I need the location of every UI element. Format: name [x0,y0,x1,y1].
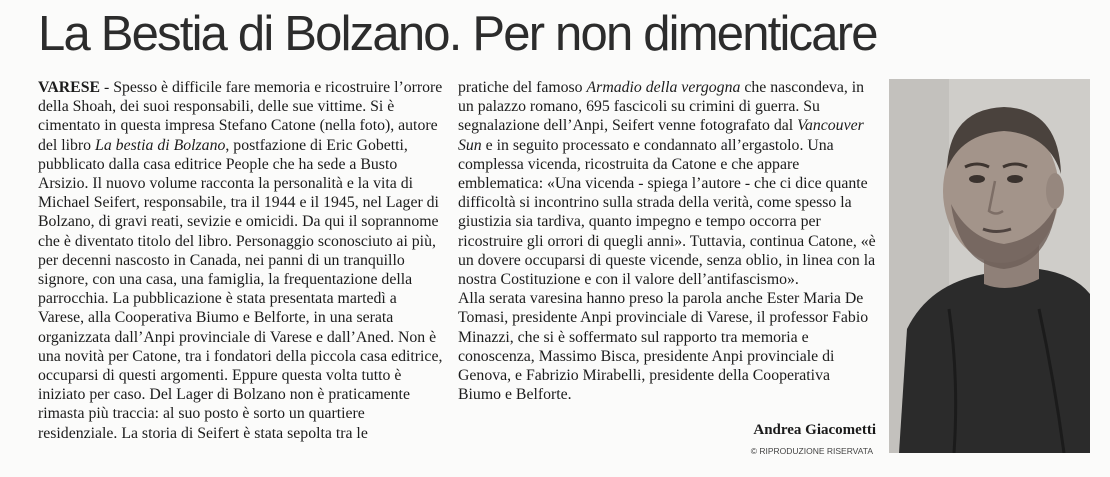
portrait-illustration [889,79,1090,453]
article-text: che nascondeva, in un palazzo romano, 695 fascicoli su crimini di guerra. Su segnalazione dell’Anpi, Seifert venne fotografato dal [458,79,865,135]
article-paragraph [38,78,445,443]
article-paragraph: Alla serata varesina hanno preso la parola anche Ester Maria De Tomasi, presidente Anpi provinciale di Varese, il professor Fabio Minazzi, che si è soffermato sul rapporto tra memoria e conoscenza, Massimo Bisca, presidente Anpi provinciale di Genova, e Fabrizio Mirabelli, presidente della Cooperativa Biumo e Belforte. [458,290,869,404]
dateline: VARESE [38,79,101,96]
book-title: La bestia di Bolzano [95,136,226,154]
eye [1007,175,1023,183]
article-column-left [38,78,445,443]
article-text: e in seguito processato e condannato all’ergastolo. Una complessa vicenda, ricostruita da Catone e che appare emblematica: «Una vicenda - spiega l’autore - che ci dice quante difficoltà si incontrino sulla strada della verità, come spesso la giustizia sia tardiva, quanto impegno e tempo occorra per ricostruire gli orrori di quegli anni». Tuttavia, continua Catone, «è un dovere occuparsi di queste vicende, senza oblio, in linea con la nostra Costituzione e con il valore dell’antifascismo». [458,136,876,289]
armadio-title: Armadio della vergogna [586,79,741,96]
newspaper-title: Vancouver Sun [458,117,864,154]
article-text: , postfazione di Eric Gobetti, pubblicato dalla casa editrice People che ha sede a Busto Arsizio. Il nuovo volume racconta la personalità e la vita di Michael Seifert, responsabile, tra il 1944 e il 1945, nel Lager di Bolzano, di gravi reati, sevizie e omicidi. Da qui il soprannome che è diventato titolo del libro. Personaggio sconosciuto ai più, per decenni nascosto in Canada, nei panni di un tranquillo signore, con una casa, una famiglia, la frequentazione della parrocchia. La pubblicazione è stata presentata martedì a Varese, alla Cooperativa Biumo e Belforte, in una serata organizzata dall’Anpi provinciale di Varese e dall’Aned. Non è una novità per Catone, tra i fondatori della piccola casa editrice, occuparsi di questi argomenti. Eppure questa volta tutto è iniziato per caso. Del Lager di Bolzano non è praticamente rimasta più traccia: al suo posto è sorto un quartiere residenziale. La storia di Seifert è stata sepolta tra le [38,136,443,442]
article-text: pratiche del famoso [458,79,587,96]
article-text: - Spesso è difficile fare memoria e ricostruire l’orrore della Shoah, dei suoi responsabili, delle sue vittime. Si è cimentato in questa impresa Stefano Catone (nella foto), autore del libro [38,79,443,154]
copyright-notice: © RIPRODUZIONE RISERVATA [750,446,873,456]
article-column-middle [458,78,876,404]
author-photo [889,79,1090,453]
headline: La Bestia di Bolzano. Per non dimenticare [38,7,877,61]
ear [1046,173,1064,209]
byline: Andrea Giacometti [753,422,876,438]
article-paragraph [458,78,876,289]
eye [969,175,985,183]
